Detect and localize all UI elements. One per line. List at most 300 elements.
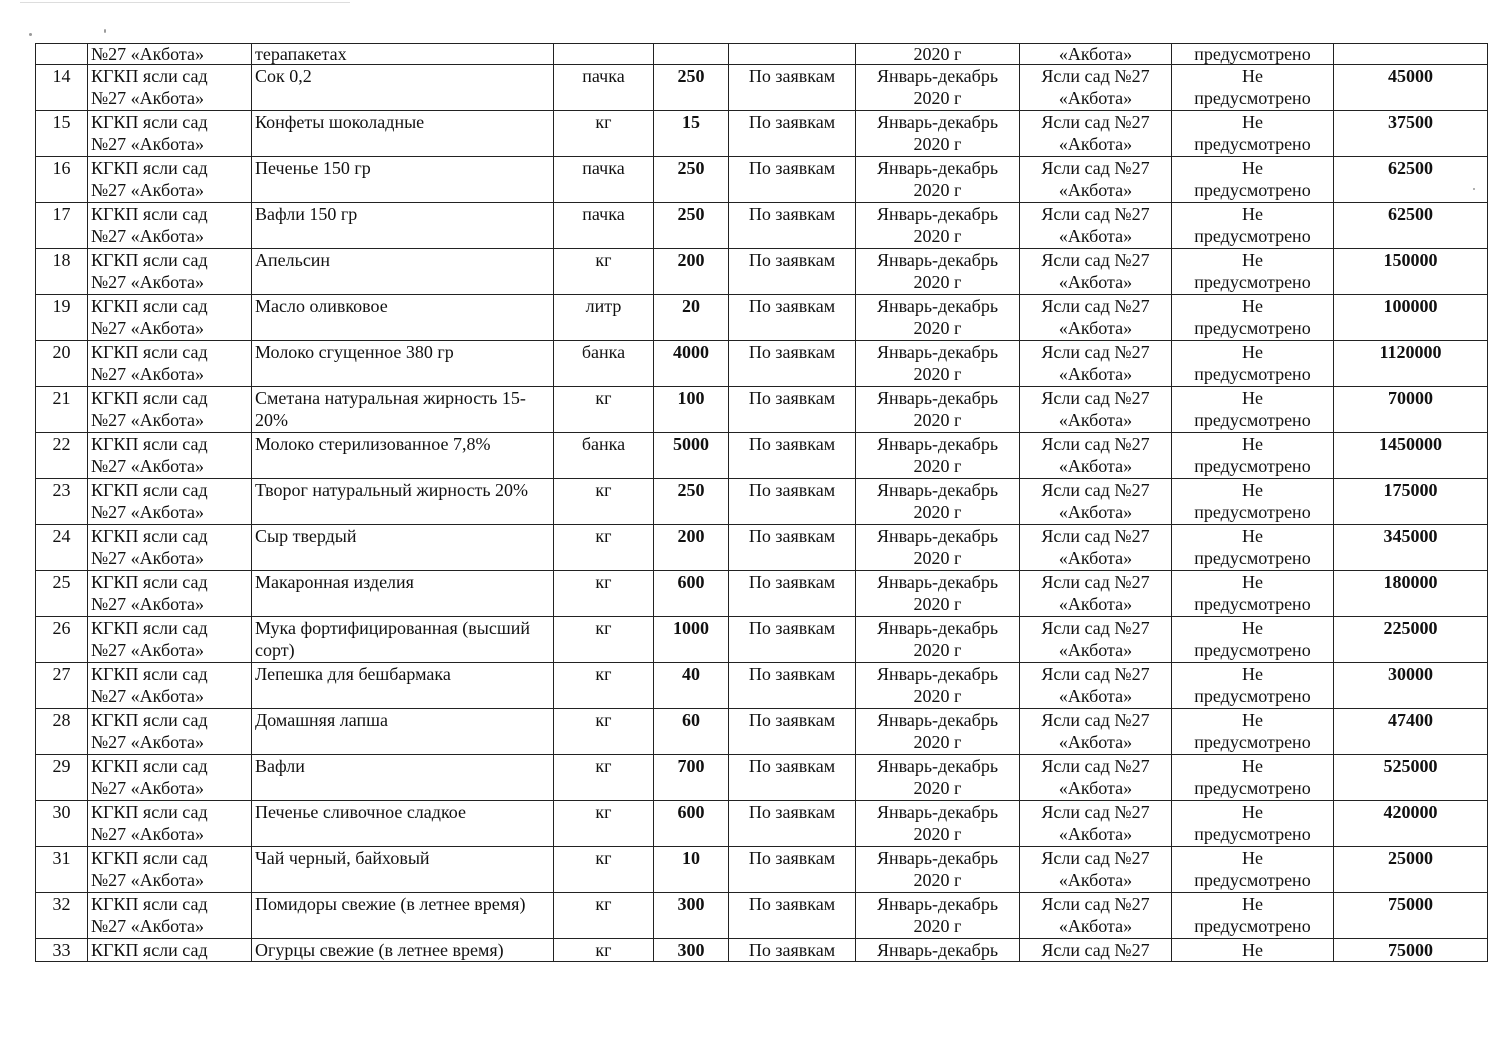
cell-customer: [88, 893, 252, 939]
scan-speck: [104, 29, 106, 33]
cell-line: №27 «Акбота»: [91, 272, 204, 292]
cell-customer: [88, 65, 252, 111]
cell-line: Ясли сад №27: [1041, 618, 1150, 638]
cell-advance: [1172, 893, 1334, 939]
table-row: [36, 111, 1488, 157]
cell-line: «Акбота»: [1058, 594, 1133, 614]
cell-num: 22: [36, 433, 88, 479]
cell-sum: 30000: [1334, 663, 1488, 709]
cell-place: [1020, 663, 1172, 709]
cell-method: По заявкам: [729, 295, 856, 341]
cell-customer: [88, 157, 252, 203]
cell-num: 33: [36, 939, 88, 962]
cell-line: КГКП ясли сад: [91, 664, 208, 684]
cell-line: Ясли сад №27: [1041, 158, 1150, 178]
cell-customer: [88, 479, 252, 525]
cell-customer: [88, 341, 252, 387]
cell-item-name: Апельсин: [252, 249, 554, 295]
cell-line: предусмотрено: [1194, 548, 1311, 568]
cell-item-name: Лепешка для бешбармака: [252, 663, 554, 709]
cell-unit: кг: [554, 755, 654, 801]
cell-line: КГКП ясли сад: [91, 618, 208, 638]
cell-method: По заявкам: [729, 939, 856, 962]
cell-sum: 345000: [1334, 525, 1488, 571]
cell-line: Ясли сад №27: [1041, 480, 1150, 500]
cell-line: №27 «Акбота»: [91, 318, 204, 338]
cell-period: [856, 663, 1020, 709]
cell-line: 2020 г: [913, 364, 962, 384]
cell-qty: 600: [654, 571, 729, 617]
cell-line: Ясли сад №27: [1041, 710, 1150, 730]
cell-place: [1020, 157, 1172, 203]
cell-place: [1020, 111, 1172, 157]
cell-place: «Акбота»: [1020, 44, 1172, 65]
cell-place: [1020, 203, 1172, 249]
cell-period: [856, 709, 1020, 755]
table-row: [36, 387, 1488, 433]
cell-line: 2020 г: [913, 272, 962, 292]
cell-qty: 250: [654, 479, 729, 525]
table-row: [36, 433, 1488, 479]
cell-qty: 300: [654, 893, 729, 939]
cell-period: 2020 г: [856, 44, 1020, 65]
cell-num: 28: [36, 709, 88, 755]
cell-line: №27 «Акбота»: [91, 456, 204, 476]
cell-period: [856, 65, 1020, 111]
cell-place: [1020, 755, 1172, 801]
cell-line: №27 «Акбота»: [91, 594, 204, 614]
cell-line: Ясли сад №27: [1041, 434, 1150, 454]
cell-line: Не: [1242, 572, 1263, 592]
cell-advance: Не: [1172, 939, 1334, 962]
cell-place: [1020, 709, 1172, 755]
cell-period: [856, 801, 1020, 847]
cell-line: 2020 г: [913, 686, 962, 706]
cell-customer: [88, 847, 252, 893]
cell-item-name: Сыр твердый: [252, 525, 554, 571]
cell-place: [1020, 249, 1172, 295]
cell-line: Январь-декабрь: [876, 618, 999, 638]
cell-unit: [554, 44, 654, 65]
cell-customer: [88, 295, 252, 341]
cell-item-name: Масло оливковое: [252, 295, 554, 341]
cell-line: «Акбота»: [1058, 548, 1133, 568]
cell-num: 17: [36, 203, 88, 249]
table-row: [36, 617, 1488, 663]
cell-num: 26: [36, 617, 88, 663]
cell-customer: [88, 571, 252, 617]
cell-customer: [88, 755, 252, 801]
cell-method: [729, 44, 856, 65]
cell-unit: кг: [554, 571, 654, 617]
cell-period: [856, 249, 1020, 295]
cell-line: №27 «Акбота»: [91, 364, 204, 384]
cell-unit: кг: [554, 709, 654, 755]
cell-line: Не: [1242, 250, 1263, 270]
table-row: [36, 847, 1488, 893]
cell-place: Ясли сад №27: [1020, 939, 1172, 962]
cell-line: Январь-декабрь: [876, 112, 999, 132]
cell-qty: 600: [654, 801, 729, 847]
cell-line: Не: [1242, 112, 1263, 132]
cell-sum: 62500: [1334, 203, 1488, 249]
cell-method: По заявкам: [729, 433, 856, 479]
cell-customer: №27 «Акбота»: [88, 44, 252, 65]
cell-line: Январь-декабрь: [876, 848, 999, 868]
cell-line: «Акбота»: [1058, 502, 1133, 522]
cell-line: КГКП ясли сад: [91, 756, 208, 776]
cell-item-name: Огурцы свежие (в летнее время): [252, 939, 554, 962]
cell-line: Ясли сад №27: [1041, 112, 1150, 132]
cell-place: [1020, 617, 1172, 663]
cell-sum: 25000: [1334, 847, 1488, 893]
cell-unit: литр: [554, 295, 654, 341]
cell-period: [856, 617, 1020, 663]
cell-qty: 200: [654, 525, 729, 571]
cell-place: [1020, 571, 1172, 617]
cell-qty: 200: [654, 249, 729, 295]
cell-line: предусмотрено: [1194, 732, 1311, 752]
cell-sum: 47400: [1334, 709, 1488, 755]
cell-sum: 75000: [1334, 939, 1488, 962]
cell-unit: пачка: [554, 157, 654, 203]
cell-advance: [1172, 203, 1334, 249]
cell-place: [1020, 801, 1172, 847]
cell-line: КГКП ясли сад: [91, 848, 208, 868]
cell-item-name: Печенье 150 гр: [252, 157, 554, 203]
cell-advance: [1172, 65, 1334, 111]
cell-period: [856, 525, 1020, 571]
cell-line: 2020 г: [913, 594, 962, 614]
cell-line: предусмотрено: [1194, 778, 1311, 798]
cell-line: №27 «Акбота»: [91, 548, 204, 568]
cell-method: По заявкам: [729, 847, 856, 893]
cell-customer: [88, 801, 252, 847]
cell-line: Январь-декабрь: [876, 572, 999, 592]
cell-unit: кг: [554, 847, 654, 893]
cell-qty: 250: [654, 65, 729, 111]
cell-line: предусмотрено: [1194, 870, 1311, 890]
cell-line: предусмотрено: [1194, 594, 1311, 614]
cell-sum: 62500: [1334, 157, 1488, 203]
cell-place: [1020, 525, 1172, 571]
cell-advance: [1172, 387, 1334, 433]
cell-line: 2020 г: [913, 548, 962, 568]
cell-line: «Акбота»: [1058, 272, 1133, 292]
cell-line: КГКП ясли сад: [91, 388, 208, 408]
table-row: [36, 801, 1488, 847]
cell-sum: 420000: [1334, 801, 1488, 847]
cell-line: предусмотрено: [1194, 410, 1311, 430]
cell-place: [1020, 65, 1172, 111]
cell-item-name: Сметана натуральная жирность 15-20%: [252, 387, 554, 433]
cell-num: 27: [36, 663, 88, 709]
cell-advance: [1172, 157, 1334, 203]
cell-line: Ясли сад №27: [1041, 848, 1150, 868]
cell-place: [1020, 295, 1172, 341]
cell-period: [856, 479, 1020, 525]
cell-qty: 10: [654, 847, 729, 893]
cell-period: [856, 433, 1020, 479]
cell-unit: пачка: [554, 203, 654, 249]
cell-line: 2020 г: [913, 410, 962, 430]
table-row: [36, 203, 1488, 249]
cell-line: 2020 г: [913, 502, 962, 522]
cell-line: №27 «Акбота»: [91, 226, 204, 246]
cell-line: 2020 г: [913, 732, 962, 752]
cell-line: предусмотрено: [1194, 916, 1311, 936]
table-row-cut: [36, 939, 1488, 962]
cell-line: КГКП ясли сад: [91, 112, 208, 132]
cell-line: Январь-декабрь: [876, 296, 999, 316]
cell-line: 2020 г: [913, 318, 962, 338]
cell-unit: кг: [554, 939, 654, 962]
cell-line: Январь-декабрь: [876, 342, 999, 362]
table-row: [36, 663, 1488, 709]
cell-line: Не: [1242, 434, 1263, 454]
cell-place: [1020, 387, 1172, 433]
cell-line: «Акбота»: [1058, 640, 1133, 660]
cell-num: 15: [36, 111, 88, 157]
cell-line: «Акбота»: [1058, 134, 1133, 154]
scan-edge-line: [20, 2, 350, 3]
cell-unit: кг: [554, 249, 654, 295]
table-row: [36, 249, 1488, 295]
cell-line: «Акбота»: [1058, 778, 1133, 798]
cell-line: Январь-декабрь: [876, 802, 999, 822]
cell-line: 2020 г: [913, 456, 962, 476]
cell-num: 21: [36, 387, 88, 433]
cell-line: Ясли сад №27: [1041, 66, 1150, 86]
cell-line: «Акбота»: [1058, 88, 1133, 108]
cell-line: «Акбота»: [1058, 410, 1133, 430]
cell-line: Ясли сад №27: [1041, 204, 1150, 224]
cell-qty: 4000: [654, 341, 729, 387]
cell-line: предусмотрено: [1194, 502, 1311, 522]
scan-speck: [29, 33, 32, 36]
cell-line: КГКП ясли сад: [91, 710, 208, 730]
cell-line: предусмотрено: [1194, 226, 1311, 246]
cell-item-name: Вафли 150 гр: [252, 203, 554, 249]
cell-line: Январь-декабрь: [876, 158, 999, 178]
cell-line: Не: [1242, 802, 1263, 822]
cell-period: [856, 387, 1020, 433]
cell-qty: 250: [654, 157, 729, 203]
cell-advance: [1172, 709, 1334, 755]
cell-line: 2020 г: [913, 88, 962, 108]
cell-line: Ясли сад №27: [1041, 894, 1150, 914]
cell-line: Не: [1242, 710, 1263, 730]
cell-line: «Акбота»: [1058, 226, 1133, 246]
cell-num: 14: [36, 65, 88, 111]
cell-item-name: Молоко стерилизованное 7,8%: [252, 433, 554, 479]
cell-line: Не: [1242, 480, 1263, 500]
table-row: [36, 157, 1488, 203]
cell-item-name: Молоко сгущенное 380 гр: [252, 341, 554, 387]
cell-method: По заявкам: [729, 709, 856, 755]
cell-place: [1020, 433, 1172, 479]
cell-line: предусмотрено: [1194, 318, 1311, 338]
cell-line: КГКП ясли сад: [91, 526, 208, 546]
cell-line: КГКП ясли сад: [91, 66, 208, 86]
cell-line: №27 «Акбота»: [91, 686, 204, 706]
cell-item-name: Чай черный, байховый: [252, 847, 554, 893]
cell-unit: банка: [554, 341, 654, 387]
cell-line: №27 «Акбота»: [91, 410, 204, 430]
cell-period: [856, 203, 1020, 249]
cell-num: 24: [36, 525, 88, 571]
cell-line: Не: [1242, 618, 1263, 638]
cell-num: 30: [36, 801, 88, 847]
cell-method: По заявкам: [729, 111, 856, 157]
table-row: [36, 755, 1488, 801]
cell-item-name: Домашняя лапша: [252, 709, 554, 755]
cell-line: предусмотрено: [1194, 686, 1311, 706]
cell-line: Не: [1242, 526, 1263, 546]
cell-line: Январь-декабрь: [876, 526, 999, 546]
cell-line: Не: [1242, 664, 1263, 684]
cell-qty: 20: [654, 295, 729, 341]
cell-advance: [1172, 847, 1334, 893]
cell-unit: кг: [554, 525, 654, 571]
cell-line: 2020 г: [913, 778, 962, 798]
cell-customer: [88, 525, 252, 571]
cell-advance: [1172, 433, 1334, 479]
cell-method: По заявкам: [729, 203, 856, 249]
cell-customer: [88, 617, 252, 663]
cell-line: Ясли сад №27: [1041, 296, 1150, 316]
cell-item-name: терапакетах: [252, 44, 554, 65]
cell-period: [856, 893, 1020, 939]
cell-advance: [1172, 617, 1334, 663]
cell-line: Ясли сад №27: [1041, 388, 1150, 408]
cell-line: КГКП ясли сад: [91, 296, 208, 316]
cell-num: 29: [36, 755, 88, 801]
cell-line: Ясли сад №27: [1041, 526, 1150, 546]
cell-num: 23: [36, 479, 88, 525]
cell-sum: 45000: [1334, 65, 1488, 111]
cell-line: предусмотрено: [1194, 640, 1311, 660]
cell-period: [856, 111, 1020, 157]
cell-line: Не: [1242, 388, 1263, 408]
cell-num: 16: [36, 157, 88, 203]
cell-line: №27 «Акбота»: [91, 640, 204, 660]
cell-line: предусмотрено: [1194, 364, 1311, 384]
cell-line: 2020 г: [913, 640, 962, 660]
cell-line: Не: [1242, 848, 1263, 868]
cell-item-name: Мука фортифицированная (высший сорт): [252, 617, 554, 663]
cell-advance: [1172, 479, 1334, 525]
cell-line: 2020 г: [913, 824, 962, 844]
cell-method: По заявкам: [729, 249, 856, 295]
cell-customer: [88, 709, 252, 755]
cell-line: предусмотрено: [1194, 180, 1311, 200]
cell-method: По заявкам: [729, 525, 856, 571]
cell-line: 2020 г: [913, 134, 962, 154]
cell-qty: 100: [654, 387, 729, 433]
cell-customer: [88, 387, 252, 433]
cell-unit: кг: [554, 387, 654, 433]
cell-line: предусмотрено: [1194, 824, 1311, 844]
cell-line: №27 «Акбота»: [91, 180, 204, 200]
cell-qty: 15: [654, 111, 729, 157]
cell-qty: 250: [654, 203, 729, 249]
cell-line: №27 «Акбота»: [91, 870, 204, 890]
cell-line: Январь-декабрь: [876, 664, 999, 684]
cell-num: 18: [36, 249, 88, 295]
cell-advance: [1172, 295, 1334, 341]
cell-line: КГКП ясли сад: [91, 802, 208, 822]
cell-item-name: Помидоры свежие (в летнее время): [252, 893, 554, 939]
cell-method: По заявкам: [729, 341, 856, 387]
cell-customer: КГКП ясли сад: [88, 939, 252, 962]
cell-method: По заявкам: [729, 387, 856, 433]
cell-line: Не: [1242, 66, 1263, 86]
cell-period: [856, 295, 1020, 341]
cell-customer: [88, 111, 252, 157]
cell-line: «Акбота»: [1058, 364, 1133, 384]
cell-line: КГКП ясли сад: [91, 572, 208, 592]
cell-unit: кг: [554, 111, 654, 157]
cell-method: По заявкам: [729, 617, 856, 663]
table-row: [36, 571, 1488, 617]
cell-qty: [654, 44, 729, 65]
cell-unit: кг: [554, 893, 654, 939]
cell-line: «Акбота»: [1058, 916, 1133, 936]
cell-sum: 525000: [1334, 755, 1488, 801]
cell-place: [1020, 341, 1172, 387]
cell-sum: 37500: [1334, 111, 1488, 157]
cell-line: Не: [1242, 756, 1263, 776]
cell-line: №27 «Акбота»: [91, 88, 204, 108]
cell-line: Ясли сад №27: [1041, 250, 1150, 270]
table-row: [36, 893, 1488, 939]
cell-line: КГКП ясли сад: [91, 250, 208, 270]
cell-advance: [1172, 755, 1334, 801]
cell-line: Январь-декабрь: [876, 756, 999, 776]
cell-line: Не: [1242, 342, 1263, 362]
cell-line: «Акбота»: [1058, 686, 1133, 706]
cell-line: предусмотрено: [1194, 134, 1311, 154]
cell-line: предусмотрено: [1194, 456, 1311, 476]
cell-line: предусмотрено: [1194, 272, 1311, 292]
cell-line: 2020 г: [913, 916, 962, 936]
procurement-table: [35, 43, 1488, 962]
cell-line: «Акбота»: [1058, 456, 1133, 476]
cell-customer: [88, 203, 252, 249]
cell-period: [856, 341, 1020, 387]
cell-line: №27 «Акбота»: [91, 134, 204, 154]
cell-num: 31: [36, 847, 88, 893]
cell-num: 25: [36, 571, 88, 617]
cell-line: Январь-декабрь: [876, 480, 999, 500]
table-row: [36, 479, 1488, 525]
table-row: [36, 525, 1488, 571]
cell-qty: 1000: [654, 617, 729, 663]
cell-qty: 60: [654, 709, 729, 755]
cell-advance: [1172, 111, 1334, 157]
cell-line: Ясли сад №27: [1041, 756, 1150, 776]
cell-customer: [88, 433, 252, 479]
cell-period: [856, 157, 1020, 203]
cell-item-name: Творог натуральный жирность 20%: [252, 479, 554, 525]
cell-sum: 180000: [1334, 571, 1488, 617]
cell-line: Ясли сад №27: [1041, 664, 1150, 684]
cell-sum: 100000: [1334, 295, 1488, 341]
cell-line: Январь-декабрь: [876, 204, 999, 224]
cell-line: Январь-декабрь: [876, 388, 999, 408]
cell-line: №27 «Акбота»: [91, 502, 204, 522]
